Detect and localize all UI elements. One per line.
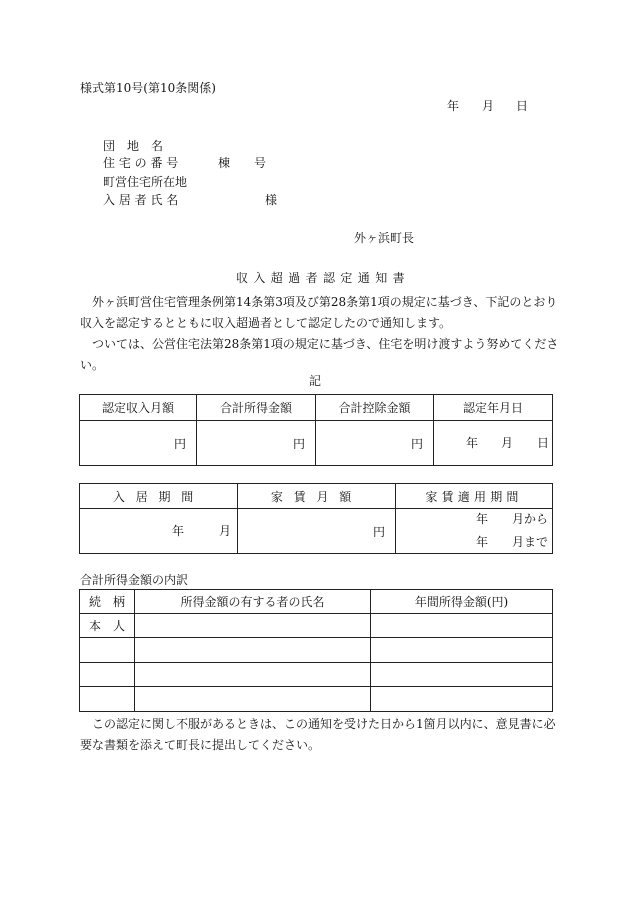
total-income-cell[interactable] [197, 421, 316, 466]
table-row [80, 614, 553, 638]
body-p2-line2: い。 [80, 358, 105, 372]
annual-income-cell[interactable] [371, 663, 553, 687]
table-row [80, 687, 553, 712]
date-year-label: 年 [447, 99, 460, 113]
relationship-cell: 本 人 [80, 614, 135, 638]
relationship-cell[interactable] [80, 663, 135, 687]
annual-income-cell[interactable] [371, 687, 553, 712]
month-unit: 月 [501, 436, 514, 450]
form-number: 様式第10号(第10条関係) [80, 81, 216, 95]
earner-name-cell[interactable] [135, 687, 371, 712]
period-to: 年 月まで [476, 535, 549, 549]
body-text [80, 292, 559, 376]
relationship-cell[interactable] [80, 638, 135, 663]
total-deduction-cell[interactable] [316, 421, 434, 466]
ki-label: 記 [309, 374, 322, 388]
earner-name-cell[interactable] [135, 638, 371, 663]
certification-date-cell[interactable] [434, 421, 553, 466]
footer-line2: 要な書類を添えて町長に提出してください。 [80, 738, 321, 752]
table-row [80, 663, 553, 687]
issuer: 外ヶ浜町長 [354, 231, 415, 245]
year-unit: 年 [466, 436, 479, 450]
header-annual-income: 年間所得金額(円) [371, 590, 553, 614]
yen-unit: 円 [292, 436, 305, 451]
header-total-deduction: 合計控除金額 [316, 395, 434, 421]
header-total-income: 合計所得金額 [197, 395, 316, 421]
tenancy-rent-table [79, 483, 553, 554]
certified-income-cell[interactable] [80, 421, 197, 466]
year-unit: 年 [172, 524, 185, 538]
header-relationship: 続 柄 [80, 590, 135, 614]
relationship-cell[interactable] [80, 687, 135, 712]
month-unit: 月 [219, 524, 232, 538]
income-breakdown-caption: 合計所得金額の内訳 [80, 573, 189, 587]
yen-unit: 円 [372, 524, 385, 539]
header-certified-monthly-income: 認定収入月額 [80, 395, 197, 421]
address-label: 町営住宅所在地 [103, 175, 188, 189]
income-breakdown-table [79, 589, 553, 712]
table-row [80, 638, 553, 663]
house-number-label: 住 宅 の 番 号 [103, 156, 179, 170]
annual-income-cell[interactable] [371, 638, 553, 663]
resident-name-label: 入 居 者 氏 名 [103, 193, 179, 207]
header-certification-date: 認定年月日 [434, 395, 553, 421]
header-earner-name: 所得金額の有する者の氏名 [135, 590, 371, 614]
document-title: 収入超過者認定通知書 [236, 271, 411, 285]
body-p1-line2: 収入を認定するとともに収入超過者として認定したので通知します。 [80, 316, 452, 330]
building-unit-label: 棟 号 [218, 156, 267, 170]
rent-period-cell[interactable] [396, 509, 553, 554]
yen-unit: 円 [410, 436, 423, 451]
tenancy-period-cell[interactable] [80, 509, 238, 554]
monthly-rent-cell[interactable] [238, 509, 396, 554]
date-month-label: 月 [482, 99, 495, 113]
earner-name-cell[interactable] [135, 663, 371, 687]
day-unit: 日 [537, 436, 550, 450]
footer-note [80, 714, 554, 756]
header-monthly-rent: 家賃月額 [238, 484, 396, 509]
yen-unit: 円 [173, 436, 186, 451]
period-from: 年 月から [476, 512, 549, 526]
complex-name-label: 団 地 名 [103, 139, 164, 153]
date-day-label: 日 [516, 99, 529, 113]
body-p2-line1: ついては、公営住宅法第28条第1項の規定に基づき、住宅を明け渡すよう努めてくださ [80, 337, 559, 351]
income-certification-table [79, 394, 553, 466]
body-p1-line1: 外ヶ浜町営住宅管理条例第14条第3項及び第28条第1項の規定に基づき、下記のとおり [80, 295, 558, 309]
annual-income-cell[interactable] [371, 614, 553, 638]
footer-line1: この認定に関し不服があるときは、この通知を受けた日から1箇月以内に、意見書に必 [80, 717, 556, 731]
earner-name-cell[interactable] [135, 614, 371, 638]
header-rent-period: 家賃適用期間 [396, 484, 553, 509]
honorific: 様 [265, 193, 278, 207]
header-tenancy-period: 入居期間 [80, 484, 238, 509]
